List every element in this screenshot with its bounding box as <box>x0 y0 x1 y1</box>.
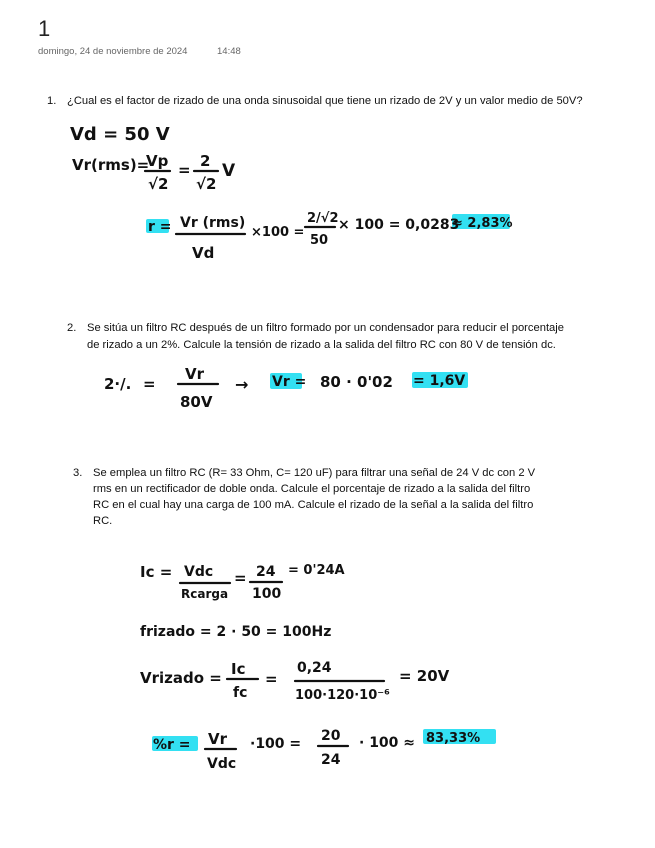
page-date: domingo, 24 de noviembre de 2024 <box>38 46 188 57</box>
hw-q2-result: = 1,6V <box>413 373 466 389</box>
hw-volt: V <box>222 161 236 181</box>
hw-eq: = <box>234 569 247 587</box>
hw-24b: 24 <box>321 752 341 768</box>
hw-q2-calc: 80 · 0'02 <box>320 373 393 391</box>
hw-fifty: 50 <box>310 233 329 248</box>
question-text-line: rms en un rectificador de doble onda. Calcule el porcentaje de rizado a la salida del filtro <box>93 483 531 495</box>
hw-vr2: Vr <box>208 730 228 748</box>
hw-two: 2 <box>200 152 211 170</box>
hw-20: 20 <box>321 728 341 744</box>
question-text-line: Se sitúa un filtro RC después de un filtro formado por un condensador para reducir el porcentaje <box>87 322 564 334</box>
hw-024: 0,24 <box>297 660 332 676</box>
question-number: 2. <box>67 322 77 334</box>
hw-q2-vr: Vr <box>185 365 205 383</box>
hw-highlight-result: ≈ 2,83% <box>452 216 513 231</box>
page-title: 1 <box>38 16 51 41</box>
hw-vr-result: = 20V <box>399 667 450 685</box>
question-text-line: RC en el cual hay una carga de 100 mA. Calcule el rizado de la señal a la salida del filtro <box>93 499 534 511</box>
hw-approx: · 100 ≈ <box>359 735 416 751</box>
hw-vd: Vd = 50 V <box>70 124 170 145</box>
question-number: 3. <box>73 467 83 479</box>
question-text-line: Se emplea un filtro RC (R= 33 Ohm, C= 120 uF) para filtrar una señal de 24 V dc con 2 V <box>93 467 536 479</box>
question-text-line: de rizado a un 2%. Calcule la tensión de rizado a la salida del filtro RC con 80 V de tensión dc. <box>87 339 556 351</box>
hw-result: × 100 = 0,0283 <box>338 217 460 233</box>
hw-q2-arrow: → <box>235 375 249 394</box>
question-text-line: RC. <box>93 515 113 527</box>
question-text: ¿Cual es el factor de rizado de una onda sinusoidal que tiene un rizado de 2V y un valor medio de 50V? <box>67 95 583 107</box>
hw-times100: ×100 = <box>251 225 305 240</box>
hw-q2-vr-eq: Vr = <box>272 374 307 390</box>
hw-vdc2: Vdc <box>207 756 237 772</box>
hw-sqrt2: √2 <box>148 175 169 193</box>
hw-den-calc: 100·120·10⁻⁶ <box>295 688 390 703</box>
hw-24: 24 <box>256 564 276 580</box>
hw-eq: = <box>178 161 191 179</box>
question-number: 1. <box>47 95 57 107</box>
hw-fc: fc <box>233 685 248 701</box>
hw-100: 100 <box>252 586 282 602</box>
hw-vr-rms: Vr(rms)= <box>72 156 150 174</box>
hw-sqrt2: √2 <box>196 175 217 193</box>
hw-times100: ·100 = <box>250 736 302 752</box>
hw-ic: Ic = <box>140 563 173 581</box>
page-time: 14:48 <box>217 46 241 57</box>
hw-rcarga: Rcarga <box>181 587 229 601</box>
hw-vr-rms-num: Vr (rms) <box>180 215 246 231</box>
hw-frizado: frizado = 2 · 50 = 100Hz <box>140 624 332 640</box>
hw-ic-val: = 0'24A <box>288 563 345 578</box>
hw-pct-r: %r = <box>153 737 191 753</box>
hw-ic2: Ic <box>231 660 246 678</box>
hw-q2-den: 80V <box>180 393 213 411</box>
hw-vdc: Vdc <box>184 564 214 580</box>
hw-vd-den: Vd <box>192 244 215 262</box>
hw-pct-result: 83,33% <box>426 731 481 746</box>
hw-frac-num: 2/√2 <box>307 211 339 226</box>
hw-q2-eq: = <box>143 375 156 393</box>
hw-vp: Vp <box>146 152 169 170</box>
hw-vrizado: Vrizado = <box>140 669 222 687</box>
hw-eq2: = <box>265 670 278 688</box>
hw-r-label: r = <box>148 219 172 235</box>
hw-q2-lhs: 2·/. <box>104 375 132 393</box>
